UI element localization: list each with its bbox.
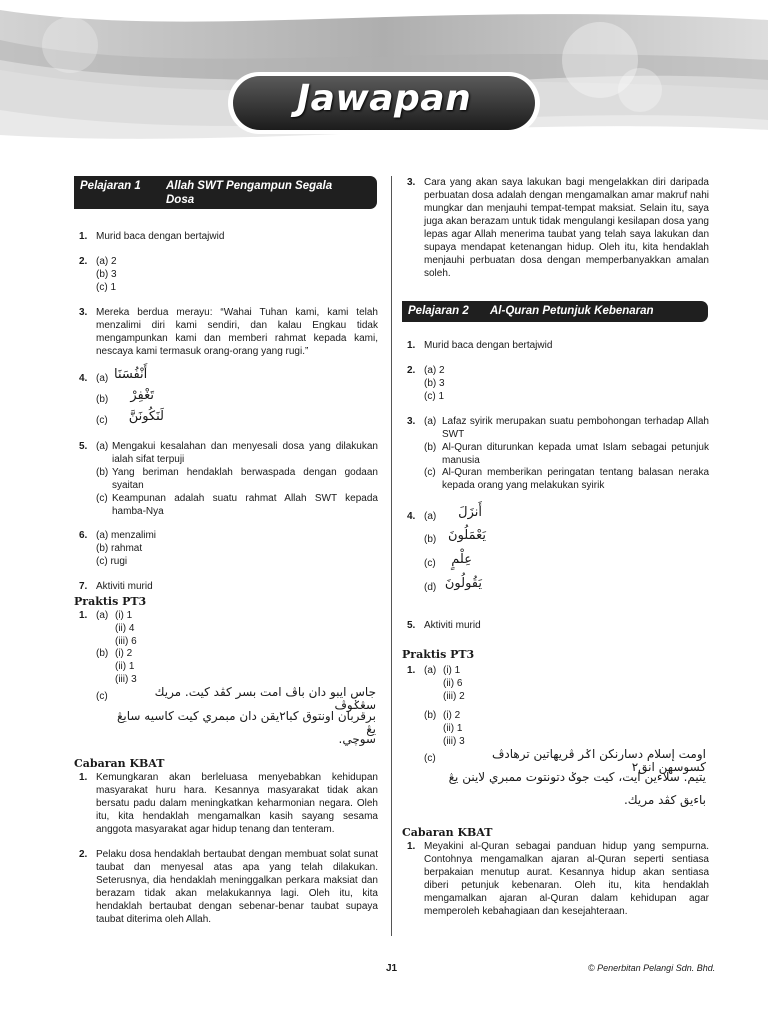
jawi-line: سوچي. <box>338 732 376 746</box>
question-number: 1. <box>79 772 88 783</box>
answer-b: (b) rahmat <box>96 543 143 554</box>
lesson-2-heading: Pelajaran 2 Al-Quran Petunjuk Kebenaran <box>402 301 708 322</box>
answer-c: (c) 1 <box>96 282 116 293</box>
answer-a: (a) menzalimi <box>96 530 157 541</box>
kbat-answer-1: Kemungkaran akan berleluasa menyebabkan kehidupan masyarakat huru hara. Kesannya masyarakat tidak akan bersatu padu dalam meningkatkan keharmonian negara. Oleh itu, kita hendaklah mengamalkan kasih sayang sesama anggota masyarakat agar hidup tenang dan tenteram. <box>96 772 378 835</box>
answer-label: (a) <box>96 610 109 621</box>
kbat-heading: Cabaran KBAT <box>402 826 493 839</box>
kbat-heading: Cabaran KBAT <box>74 757 165 770</box>
question-number: 4. <box>407 511 416 522</box>
answer-b: Yang beriman hendaklah berwaspada dengan godaan syaitan <box>112 467 378 491</box>
answer-c: Al-Quran memberikan peringatan tentang balasan neraka kepada orang yang melakukan syirik <box>442 467 709 491</box>
praktis-heading: Praktis PT3 <box>74 595 147 608</box>
answer-label: (a) <box>96 441 109 452</box>
answer-item: (i) 1 <box>443 665 461 676</box>
answer-label: (b) <box>424 710 437 721</box>
answer-label: (b) <box>96 394 109 405</box>
question-number: 1. <box>407 340 416 351</box>
question-number: 2. <box>79 849 88 860</box>
answer-a: Mengakui kesalahan dan menyesali dosa yang dilakukan ialah sifat terpuji <box>112 441 378 465</box>
answer-a: Lafaz syirik merupakan suatu pembohongan terhadap Allah SWT <box>442 416 709 440</box>
answer-label: (a) <box>424 665 437 676</box>
publisher-credit: © Penerbitan Pelangi Sdn. Bhd. <box>588 963 716 973</box>
answer-b: Al-Quran diturunkan kepada umat Islam sebagai petunjuk manusia <box>442 442 709 466</box>
answer-item: (iii) 6 <box>115 636 137 647</box>
jawi-line: باءيق كڤد مريك. <box>623 793 706 807</box>
question-number: 5. <box>407 620 416 631</box>
question-number: 3. <box>407 177 416 188</box>
kbat-answer-2: Pelaku dosa hendaklah bertaubat dengan membuat solat sunat taubat dan menyesal atas apa yang telah dilakukan. Seterusnya, dia hendaklah meninggalkan perkara maksiat dan berazam tidak akan melakukannya lagi. Oleh itu, kita hendaklah bertaubat dengan sebenar-benar taubat supaya taubat diterima oleh Allah. <box>96 849 378 925</box>
column-divider <box>391 176 392 936</box>
answer-b: (b) 3 <box>96 269 117 280</box>
answer-item: (i) 2 <box>115 648 133 659</box>
answer-item: (iii) 3 <box>115 674 137 685</box>
answer-item: (iii) 2 <box>443 691 465 702</box>
jawi-line: اومت إسلام دسارنكن اݢر ڤريهاتين ترهادڤ كسوسهن انق٢ <box>491 747 706 774</box>
praktis-heading: Praktis PT3 <box>402 648 475 661</box>
question-number: 1. <box>79 610 88 621</box>
question-number: 7. <box>79 581 88 592</box>
answer-item: (i) 2 <box>443 710 461 721</box>
answer-label: (a) <box>96 373 109 384</box>
question-number: 3. <box>407 416 416 427</box>
answer-a: (a) 2 <box>424 365 445 376</box>
answer-label: (b) <box>96 648 109 659</box>
answer-text: Murid baca dengan bertajwid <box>424 340 553 351</box>
question-number: 1. <box>79 231 88 242</box>
answer-label: (a) <box>424 416 437 427</box>
answer-a: (a) 2 <box>96 256 117 267</box>
jawi-line: برقربان اونتوق كبا٢يقن دان مبمري كيت كاسيه سايڠ يڠ <box>117 709 376 736</box>
answer-text: Murid baca dengan bertajwid <box>96 231 225 242</box>
question-number: 1. <box>407 841 416 852</box>
answer-text: Mereka berdua merayu: “Wahai Tuhan kami, kami telah menzalimi diri kami sendiri, dan kalau Engkau tidak mengampunkan kami dan memberi rahmat kepada kami, nescaya kami termasuk orang-orang yang rugi.” <box>96 307 378 357</box>
kbat-answer-1: Meyakini al-Quran sebagai panduan hidup yang sempurna. Contohnya mengamalkan ajaran al-Quran seperti sentiasa berpakaian menutup aurat. Kesannya hidup akan sentiasa diberi petunjuk kebenaran. Oleh itu, kita hendaklah mengamalkan ajaran al-Quran dalam kehidupan agar memperoleh kebahagiaan dan kesejahteraan. <box>424 841 709 917</box>
answer-label: (a) <box>424 511 437 522</box>
jawi-line: يتيم. سلاءين ايت، كيت جوݢ دتونتوت ممبري لاينن يڠ <box>448 770 706 784</box>
answer-label: (c) <box>424 467 436 478</box>
answer-label: (c) <box>424 753 436 764</box>
answer-item: (ii) 1 <box>115 661 135 672</box>
lesson-1-heading: Pelajaran 1 Allah SWT Pengampun Segala Dosa <box>74 176 377 209</box>
answer-item: (ii) 6 <box>443 678 463 689</box>
arabic-answer-d: يَقُولُونَ <box>444 576 482 591</box>
question-number: 2. <box>407 365 416 376</box>
question-number: 5. <box>79 441 88 452</box>
question-number: 1. <box>407 665 416 676</box>
answer-text: Cara yang akan saya lakukan bagi mengelakkan diri daripada perbuatan dosa adalah dengan mengamalkan amar makruf nahi mungkar dan menjauhi tempat-tempat maksiat. Selain itu, saya juga akan berazam untuk tidak mengulangi kesilapan dosa yang lepas agar Allah menerima taubat yang telah saya lakukan dan supaya mendapat ketenangan hidup. Oleh itu, kita hendaklah menjauhi perbuatan dosa dengan memperbanyakkan amalan soleh. <box>424 177 709 279</box>
answer-c: (c) rugi <box>96 556 128 567</box>
arabic-answer-c: لَنَكُونَنَّ <box>128 409 164 424</box>
answer-item: (ii) 1 <box>443 723 463 734</box>
answer-text: Aktiviti murid <box>424 620 481 631</box>
answer-label: (b) <box>424 534 437 545</box>
answer-label: (b) <box>424 442 437 453</box>
answer-item: (i) 1 <box>115 610 133 621</box>
answer-c: Keampunan adalah suatu rahmat Allah SWT kepada hamba-Nya <box>112 493 378 517</box>
arabic-answer-a: أَنزَلَ <box>458 505 482 520</box>
answer-label: (c) <box>424 558 436 569</box>
arabic-answer-b: يَعْمَلُونَ <box>448 528 486 543</box>
answer-text: Aktiviti murid <box>96 581 153 592</box>
answer-label: (c) <box>96 493 108 504</box>
question-number: 2. <box>79 256 88 267</box>
question-number: 3. <box>79 307 88 318</box>
answer-label: (b) <box>96 467 109 478</box>
answer-label: (c) <box>96 415 108 426</box>
question-number: 4. <box>79 373 88 384</box>
answer-item: (ii) 4 <box>115 623 135 634</box>
answer-item: (iii) 3 <box>443 736 465 747</box>
question-number: 6. <box>79 530 88 541</box>
arabic-answer-a: أَنْفُسَنَا <box>114 367 148 382</box>
answer-b: (b) 3 <box>424 378 445 389</box>
jawi-line: جاس ايبو دان باڤ امت بسر كڤد كيت. مريك سڠݢوڤ <box>154 685 376 712</box>
arabic-answer-b: تَغْفِرْ <box>130 388 154 403</box>
answer-label: (c) <box>96 691 108 702</box>
answer-label: (d) <box>424 582 437 593</box>
arabic-answer-c: عِلْمٍ <box>451 552 472 567</box>
answer-c: (c) 1 <box>424 391 444 402</box>
page-number: J1 <box>386 963 398 974</box>
page-title: Jawapan <box>296 78 472 119</box>
